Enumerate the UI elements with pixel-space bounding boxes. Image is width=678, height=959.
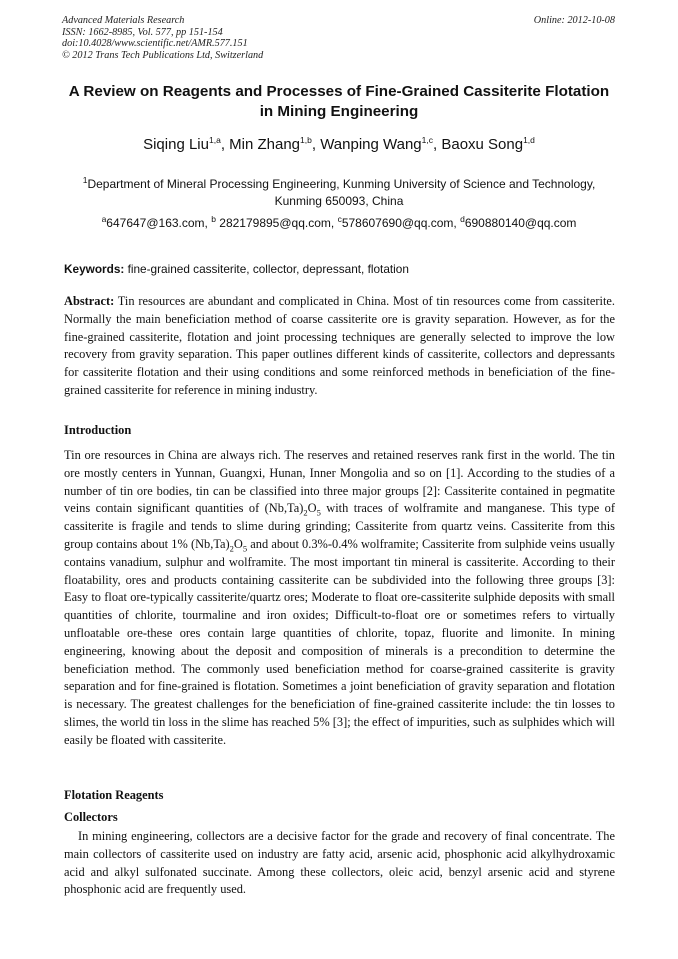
keywords-label: Keywords:	[64, 262, 125, 276]
email-sup: d	[460, 214, 465, 224]
flotation-reagents-heading: Flotation Reagents	[64, 788, 164, 802]
email-address[interactable]: 647647@163.com	[106, 216, 205, 230]
affiliation-line-1: Department of Mineral Processing Engineering, Kunming University of Science and Technology,	[87, 177, 596, 191]
author-sup: 1,d	[523, 135, 535, 145]
email-separator: ,	[453, 216, 461, 230]
online-date: Online: 2012-10-08	[533, 15, 615, 26]
title-line-1: A Review on Reagents and Processes of Fine-Grained Cassiterite Flotation	[68, 83, 610, 100]
author-separator: ,	[220, 136, 230, 153]
author-sup: 1,c	[421, 135, 433, 145]
collectors-paragraph: In mining engineering, collectors are a decisive factor for the grade and recovery of final concentrate. The main collectors of cassiterite used on industry are fatty acid, arsenic acid, phosphonic acid alkylhydroxamic acid and alkyl sulfonated succinate. Among these collectors, oleic acid, benzyl arsenic acid and styrene phosphonic acid are frequently used.	[64, 829, 615, 897]
introduction-heading: Introduction	[64, 423, 132, 437]
author-sup: 1,a	[208, 135, 221, 145]
journal-name: Advanced Materials Research	[62, 15, 185, 26]
subscript: 5	[242, 543, 248, 554]
subscript: 2	[303, 507, 308, 518]
journal-header	[62, 15, 263, 61]
author-name: Baoxu Song	[441, 136, 524, 153]
issn-line: ISSN: 1662-8985, Vol. 577, pp 151-154	[62, 26, 223, 38]
abstract-label: Abstract:	[64, 294, 115, 308]
introduction-paragraph	[64, 447, 615, 750]
abstract	[64, 293, 615, 400]
intro-text: O	[233, 536, 243, 551]
author-list	[40, 136, 638, 153]
email-separator: ,	[330, 216, 338, 230]
doi-line: doi:10.4028/www.scientific.net/AMR.577.151	[62, 38, 248, 49]
subscript: 2	[229, 543, 234, 554]
affiliation-sup: 1	[82, 175, 88, 185]
intro-text: O	[307, 501, 317, 516]
author-name: Min Zhang	[229, 136, 301, 153]
intro-text: and about 0.3%-0.4% wolframite; Cassiterite from sulphide veins usually contains vanadium, sulphur and wolframite. The most important tin mineral is cassiterite. According to their floatability, ores and products containing cassiterite can be subdivided into the following three groups [3]: Easy to float ore-typically cassiterite/quartz ores; Moderate to float ore-cassiterite sulphide deposits with small quantities of chlorite, tourmaline and iron oxides; Difficult-to-float ore or sometimes refers to virtually unfloatable ore-these ores contain large quantities of chlorite, topaz, fluorite and limonite. In mining engineering, knowing about the deposit and composition of minerals is a precondition to determine the beneficiation method. The commonly used beneficiation method for coarse-grained cassiterite is gravity separation and for fine-grained is flotation. Sometimes a joint beneficiation of gravity separation and flotation is necessary. The greatest challenges for the beneficiation of fine-grained cassiterite include: the tin losses to slimes, the world tin loss in the slime has reached 5% [3]; the effect of impurities, such as sulphides which will easily be floated with cassiterite.	[64, 536, 615, 747]
keywords-text: fine-grained cassiterite, collector, depressant, flotation	[124, 262, 409, 276]
keywords	[64, 262, 409, 276]
subscript: 5	[316, 507, 321, 518]
email-sup: a	[101, 214, 107, 224]
author-separator: ,	[311, 136, 321, 153]
author-name: Wanping Wang	[320, 136, 422, 153]
author-sup: 1,b	[300, 135, 312, 145]
email-address[interactable]: 282179895@qq.com	[215, 216, 331, 230]
intro-text: Tin ore resources in China are always rich. The reserves and retained reserves rank first in the world. The tin ore mostly centers in Yunnan, Guangxi, Hunan, Inner Mongolia and so on [1]. According to the studies of a number of tin ore bodies, tin can be classified into three major groups [2]: Cassiterite contained in pegmatite veins contain significant quantities of (Nb,Ta)	[64, 448, 615, 516]
title-line-2: in Mining Engineering	[259, 103, 419, 120]
email-sup: b	[211, 214, 216, 224]
email-list	[40, 216, 638, 230]
copyright-line: © 2012 Trans Tech Publications Ltd, Switzerland	[62, 49, 264, 61]
author-separator: ,	[433, 136, 442, 153]
affiliation	[40, 176, 638, 210]
paper-title	[40, 82, 638, 122]
author-name: Siqing Liu	[143, 136, 209, 153]
email-address[interactable]: 578607690@qq.com	[341, 216, 454, 230]
collectors-heading: Collectors	[64, 810, 118, 824]
email-sup: c	[337, 214, 342, 224]
abstract-text: Tin resources are abundant and complicated in China. Most of tin resources come from cassiterite. Normally the main beneficiation method of coarse cassiterite ore is gravity separation. However, as for the fine-grained cassiterite, flotation and joint processing techniques are generally selected to improve the low recovery from gravity separation. This paper outlines different kinds of cassiterite, collectors and depressants for cassiterite flotation and their using conditions and some reinforced methods in beneficiation of the fine-grained cassiterite for reference in mining industry.	[64, 294, 615, 397]
intro-text: with traces of wolframite and manganese. This type of cassiterite is fragile and tends to slime during grinding; Cassiterite from quartz veins. Cassiterite from this group contains about 1% (Nb,Ta)	[64, 501, 615, 551]
email-separator: ,	[204, 216, 212, 230]
email-address[interactable]: 690880140@qq.com	[464, 216, 577, 230]
affiliation-line-2: Kunming 650093, China	[274, 194, 404, 208]
